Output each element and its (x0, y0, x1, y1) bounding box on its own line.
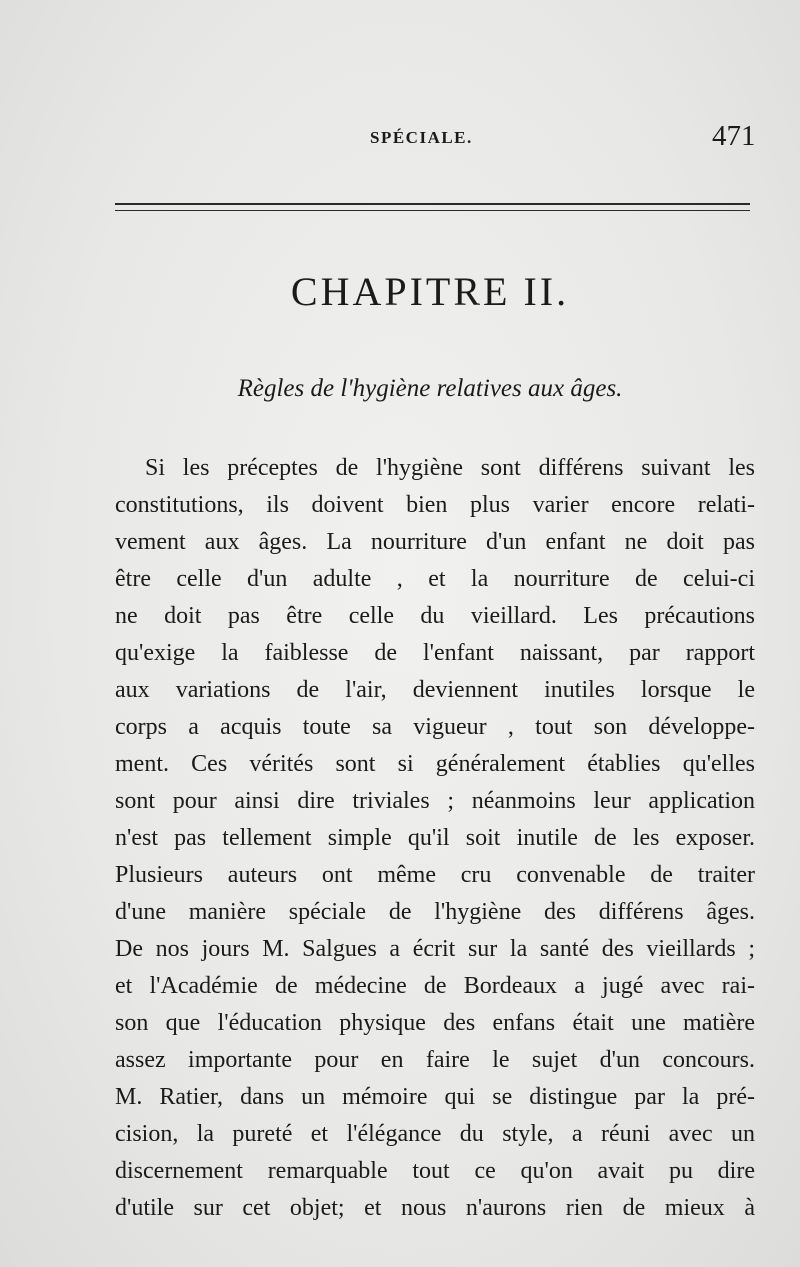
chapter-subtitle: Règles de l'hygiène relatives aux âges. (237, 375, 623, 402)
running-title: SPÉCIALE. (370, 128, 473, 147)
text-line: son que l'éducation physique des enfans était une matière (115, 1010, 755, 1036)
text-line: M. Ratier, dans un mémoire qui se distingue par la pré- (115, 1084, 755, 1110)
text-line: discernement remarquable tout ce qu'on avait pu dire (115, 1158, 755, 1184)
text-line: De nos jours M. Salgues a écrit sur la santé des vieillards ; (115, 936, 755, 962)
text-line: ment. Ces vérités sont si généralement établies qu'elles (115, 751, 755, 777)
text-line: Plusieurs auteurs ont même cru convenable de traiter (115, 862, 755, 888)
header-rule-thick (115, 203, 750, 205)
text-line: d'une manière spéciale de l'hygiène des différens âges. (115, 899, 755, 925)
text-line: Si les préceptes de l'hygiène sont différens suivant les (145, 455, 755, 481)
text-line: qu'exige la faiblesse de l'enfant naissant, par rapport (115, 640, 755, 666)
text-line: d'utile sur cet objet; et nous n'aurons rien de mieux à (115, 1195, 755, 1221)
text-line: assez importante pour en faire le sujet d'un concours. (115, 1047, 755, 1073)
text-line: et l'Académie de médecine de Bordeaux a jugé avec rai- (115, 973, 755, 999)
page-number: 471 (712, 120, 756, 152)
text-line: aux variations de l'air, deviennent inutiles lorsque le (115, 677, 755, 703)
text-line: corps a acquis toute sa vigueur , tout son développe- (115, 714, 755, 740)
text-line: cision, la pureté et l'élégance du style, a réuni avec un (115, 1121, 755, 1147)
text-line: être celle d'un adulte , et la nourriture de celui-ci (115, 566, 755, 592)
text-line: n'est pas tellement simple qu'il soit inutile de les exposer. (115, 825, 755, 851)
text-line: ne doit pas être celle du vieillard. Les précautions (115, 603, 755, 629)
chapter-title: CHAPITRE II. (290, 269, 570, 314)
body-paragraph (115, 450, 755, 1227)
text-line: sont pour ainsi dire triviales ; néanmoins leur application (115, 788, 755, 814)
text-line: constitutions, ils doivent bien plus varier encore relati- (115, 492, 755, 518)
header-rule-thin (115, 210, 750, 211)
running-header (0, 118, 800, 158)
text-line: vement aux âges. La nourriture d'un enfant ne doit pas (115, 529, 755, 555)
